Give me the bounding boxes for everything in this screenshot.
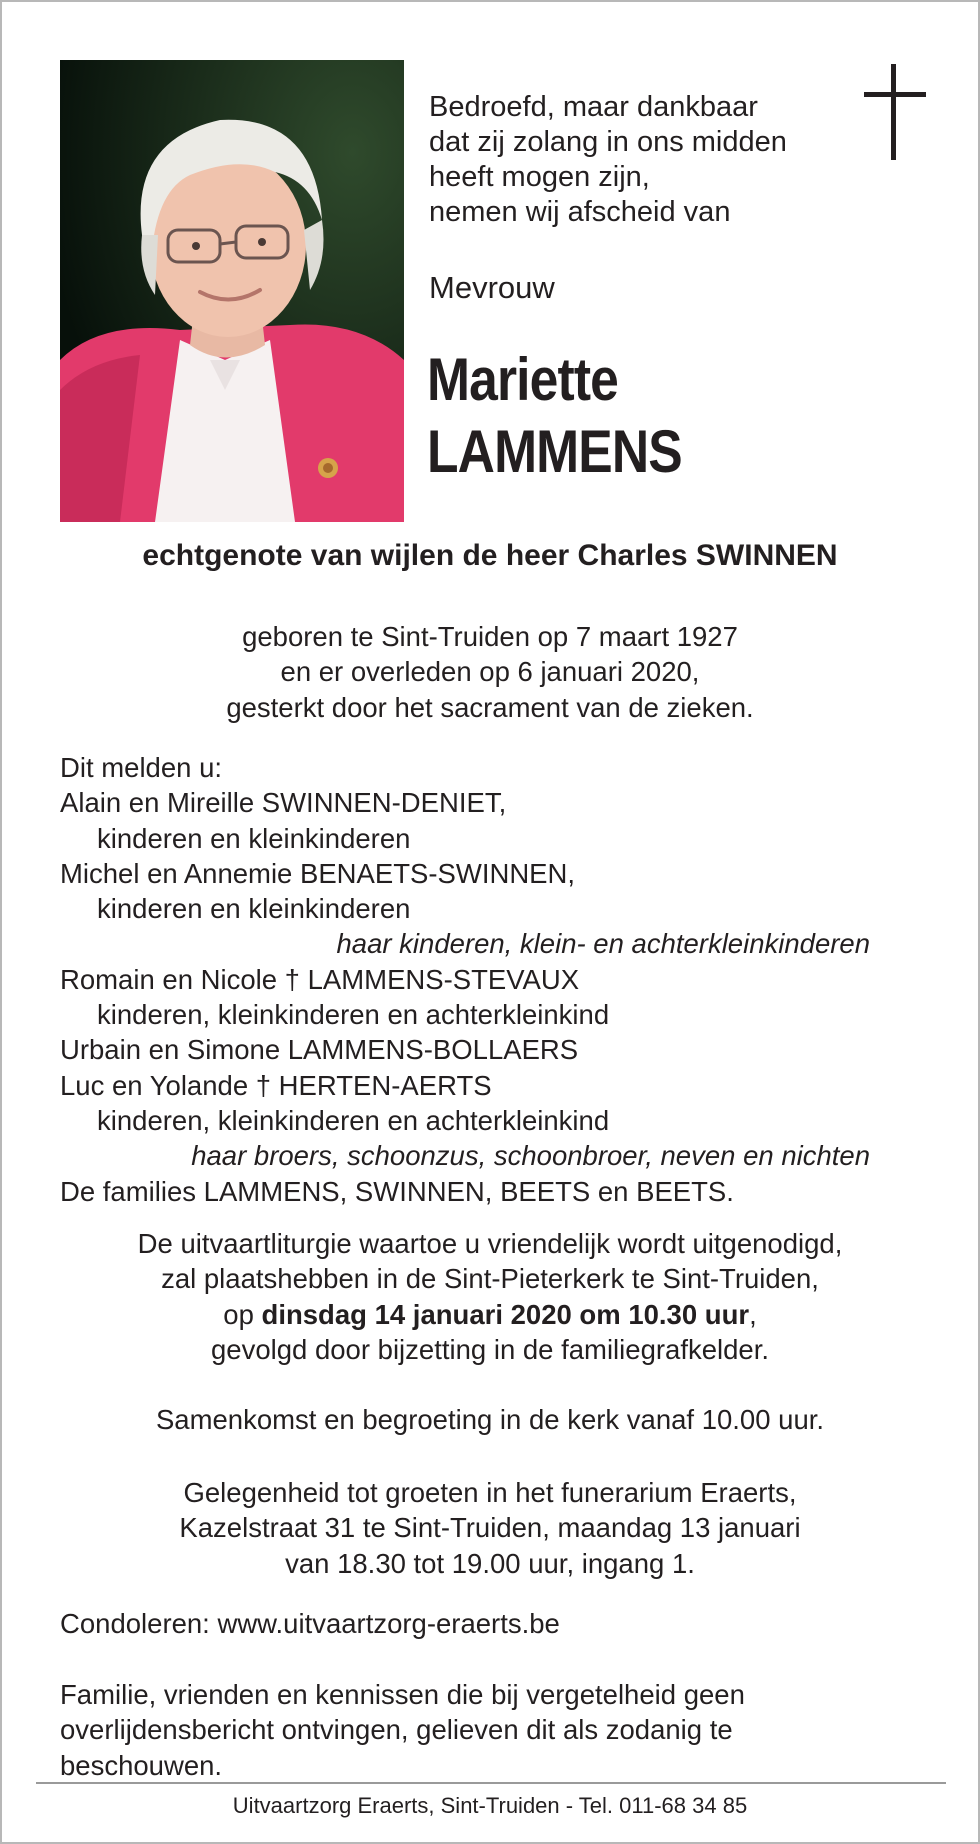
birth-death-line: geboren te Sint-Truiden op 7 maart 1927 bbox=[242, 621, 738, 652]
footer-divider bbox=[36, 1782, 946, 1784]
funeral-line: zal plaatshebben in de Sint-Pieterkerk te Sint-Truiden, bbox=[161, 1263, 819, 1295]
intro-line: dat zij zolang in ons midden bbox=[429, 126, 787, 158]
funeral-date-suffix: , bbox=[749, 1298, 757, 1330]
notice-line: Familie, vrienden en kennissen die bij vergetelheid geen bbox=[60, 1679, 745, 1710]
funeral-text bbox=[2, 1226, 978, 1367]
announcer-line: Michel en Annemie BENAETS-SWINNEN, bbox=[60, 857, 576, 889]
announcer-line: Alain en Mireille SWINNEN-DENIET, bbox=[60, 787, 507, 819]
deceased-first-name: Mariette bbox=[427, 346, 618, 413]
funeral-line: gevolgd door bijzetting in de familiegrafkelder. bbox=[211, 1333, 769, 1365]
announcer-line: Romain en Nicole † LAMMENS-STEVAUX bbox=[60, 963, 580, 995]
visitation-text bbox=[2, 1475, 978, 1581]
funeral-date-prefix: op bbox=[223, 1298, 262, 1330]
notice-text bbox=[60, 1677, 930, 1783]
funeral-date: dinsdag 14 januari 2020 om 10.30 uur bbox=[261, 1298, 750, 1330]
portrait-illustration bbox=[60, 60, 404, 522]
visitation-line: Kazelstraat 31 te Sint-Truiden, maandag 13 januari bbox=[179, 1512, 801, 1544]
spouse-line: echtgenote van wijlen de heer Charles SWINNEN bbox=[142, 539, 838, 572]
visitation-line: van 18.30 tot 19.00 uur, ingang 1. bbox=[285, 1547, 695, 1579]
visitation-line: Gelegenheid tot groeten in het funerarium Eraerts, bbox=[183, 1477, 797, 1508]
birth-death-line: gesterkt door het sacrament van de zieken. bbox=[226, 691, 754, 723]
footer-text: Uitvaartzorg Eraerts, Sint-Truiden - Tel. 011-68 34 85 bbox=[232, 1793, 748, 1818]
announcer-line: kinderen, kleinkinderen en achterkleinkind bbox=[97, 1104, 610, 1136]
birth-death-line: en er overleden op 6 januari 2020, bbox=[280, 656, 700, 688]
announcer-line: Urbain en Simone LAMMENS-BOLLAERS bbox=[60, 1034, 579, 1066]
announcer-line: De families LAMMENS, SWINNEN, BEETS en BEETS. bbox=[60, 1175, 734, 1207]
announcer-line: kinderen en kleinkinderen bbox=[97, 893, 411, 925]
deceased-last-name: LAMMENS bbox=[427, 418, 682, 485]
funeral-line: De uitvaartliturgie waartoe u vriendelijk wordt uitgenodigd, bbox=[137, 1228, 843, 1259]
title-prefix: Mevrouw bbox=[429, 270, 555, 305]
intro-line: Bedroefd, maar dankbaar bbox=[429, 91, 758, 123]
intro-line: heeft mogen zijn, bbox=[429, 161, 650, 193]
announcer-line: Luc en Yolande † HERTEN-AERTS bbox=[60, 1069, 492, 1101]
notice-line: beschouwen. bbox=[60, 1749, 223, 1781]
gathering-text: Samenkomst en begroeting in de kerk vanaf 10.00 uur. bbox=[155, 1404, 825, 1435]
funeral-line bbox=[2, 1297, 978, 1332]
announcer-line: haar kinderen, klein- en achterkleinkinderen bbox=[336, 928, 870, 960]
condolences-text: Condoleren: www.uitvaartzorg-eraerts.be bbox=[60, 1608, 560, 1639]
announcer-line: haar broers, schoonzus, schoonbroer, neven en nichten bbox=[191, 1140, 870, 1172]
cross-icon bbox=[864, 64, 926, 160]
portrait-photo bbox=[60, 60, 404, 522]
intro-line: nemen wij afscheid van bbox=[429, 196, 731, 228]
announcer-line: kinderen, kleinkinderen en achterkleinkind bbox=[97, 999, 610, 1031]
announcer-line: kinderen en kleinkinderen bbox=[97, 822, 411, 854]
notice-line: overlijdensbericht ontvingen, gelieven dit als zodanig te bbox=[60, 1714, 733, 1746]
announcers-heading: Dit melden u: bbox=[60, 752, 223, 783]
deceased-name bbox=[427, 344, 682, 488]
announcers-list bbox=[60, 750, 930, 1209]
birth-death-text bbox=[2, 619, 978, 725]
intro-text bbox=[429, 90, 829, 230]
